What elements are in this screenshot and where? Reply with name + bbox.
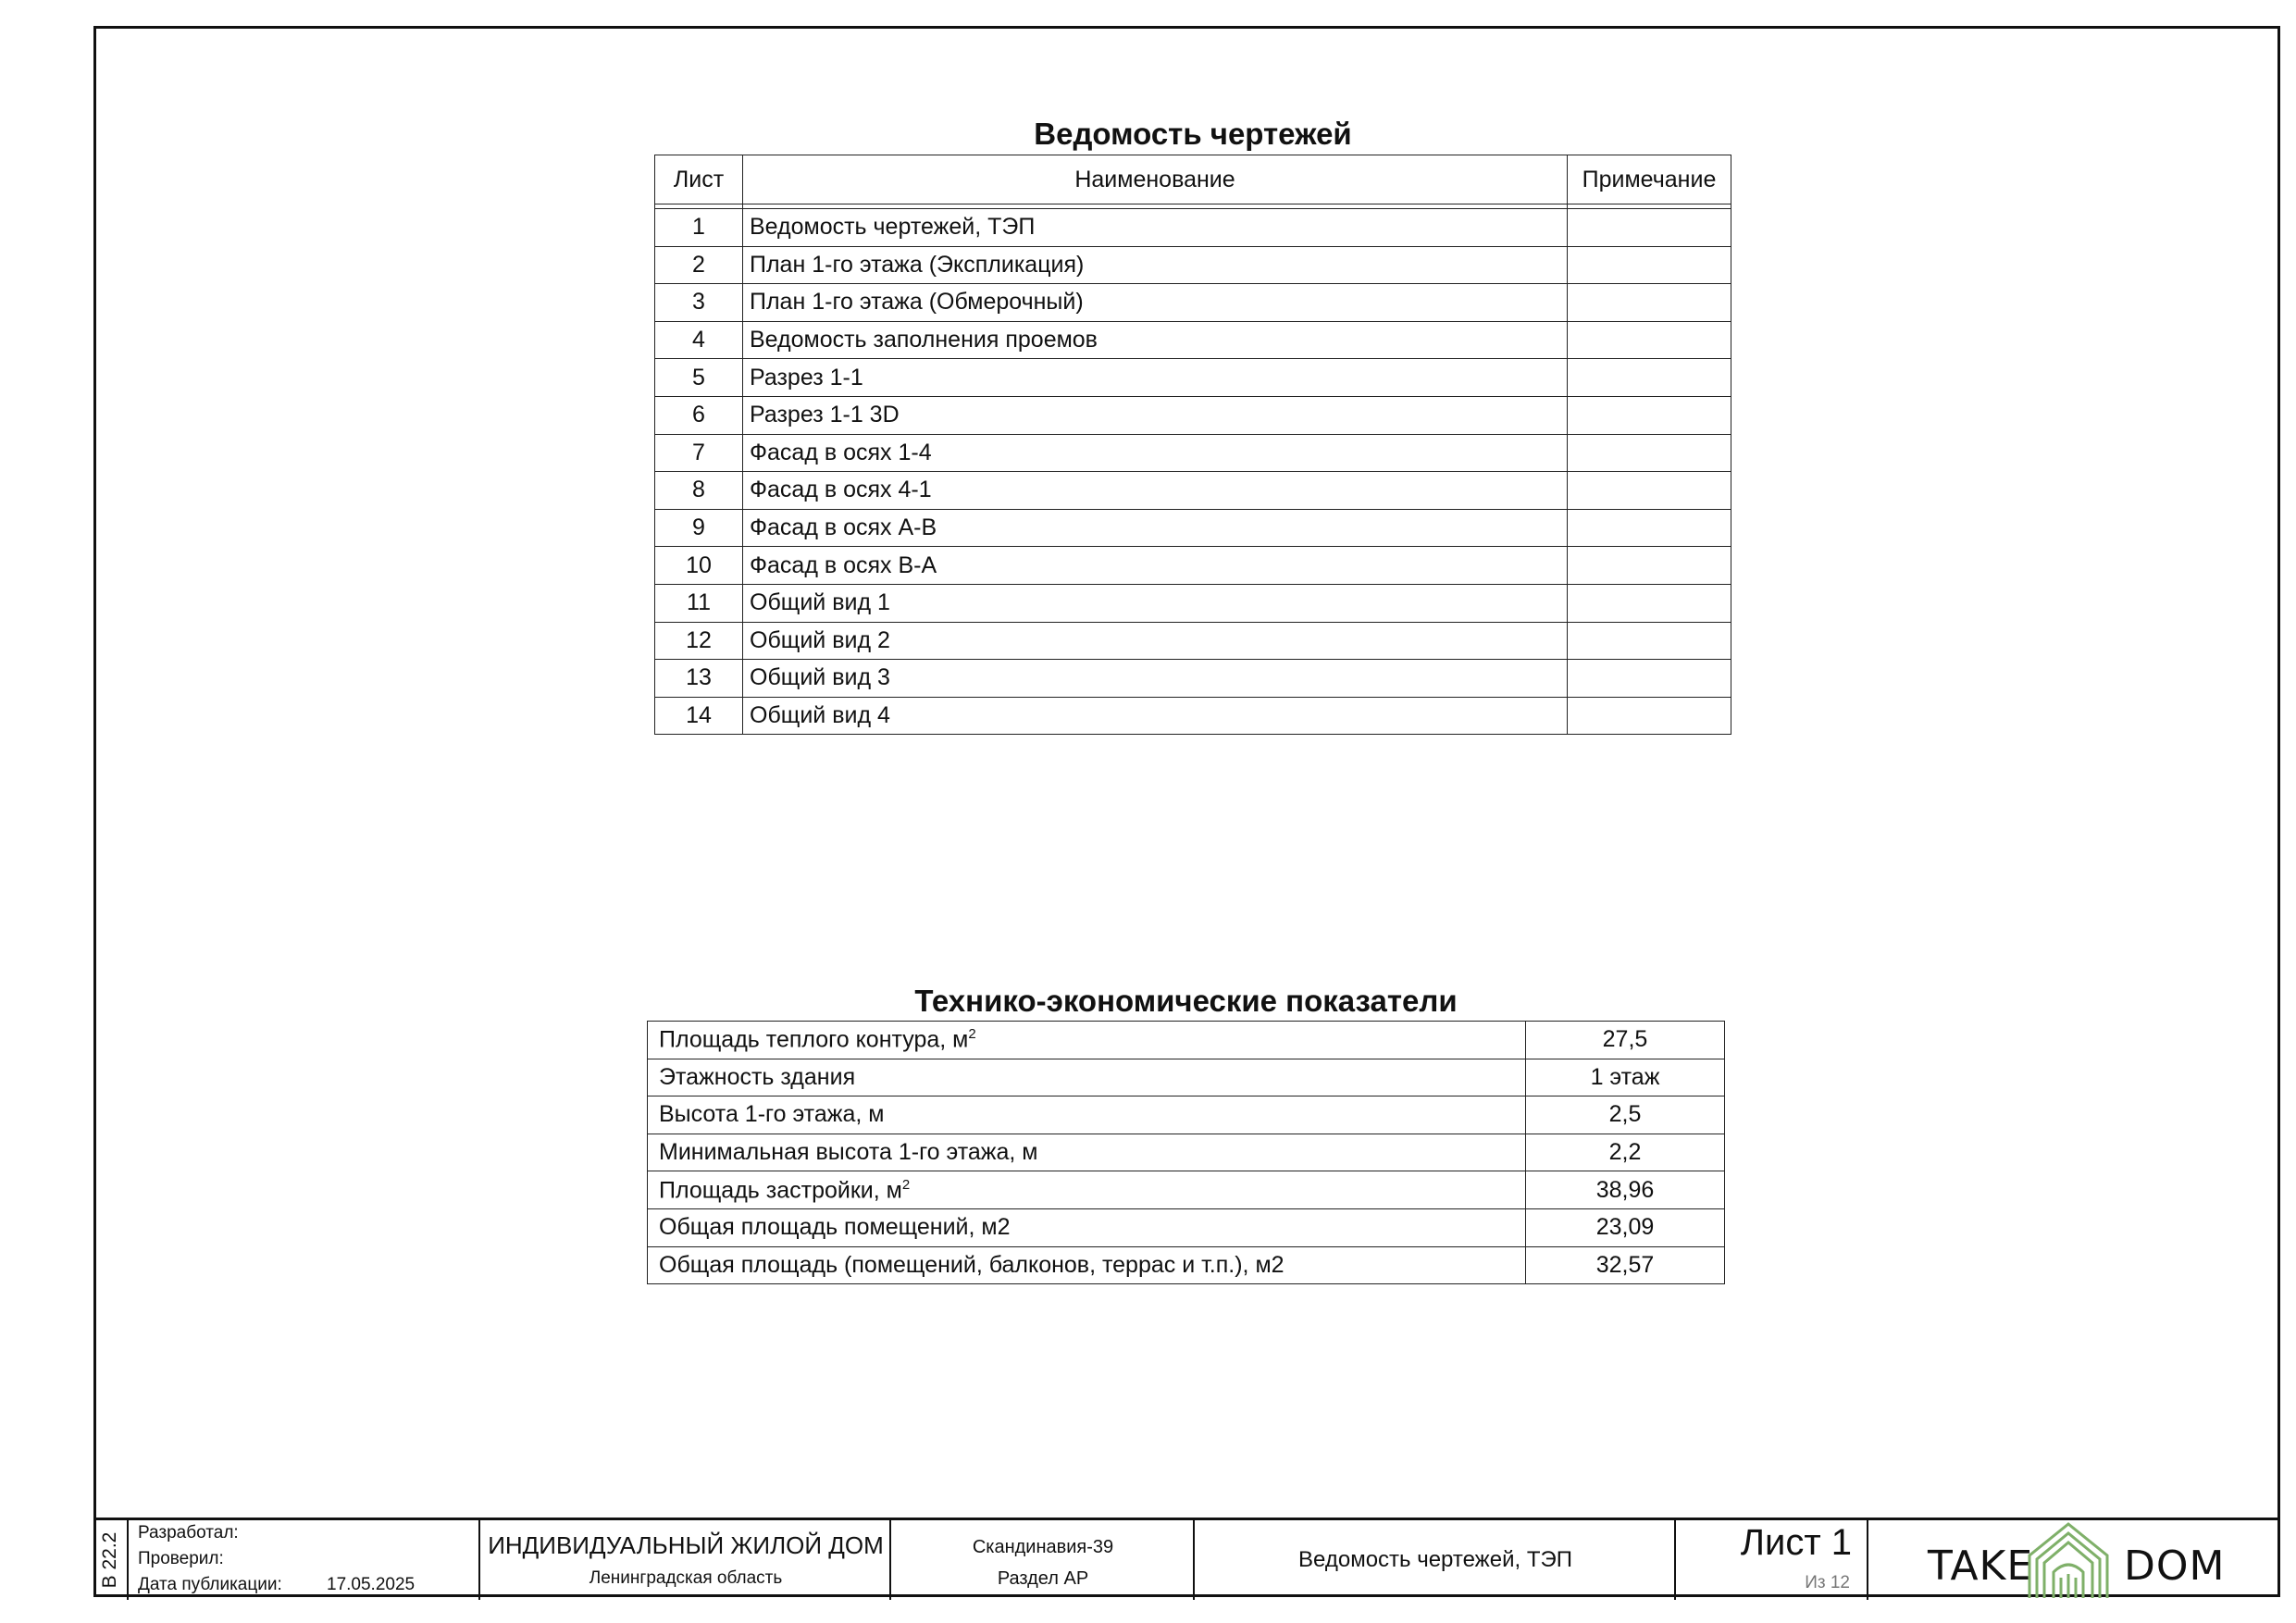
drawing-name: План 1-го этажа (Обмерочный) (743, 284, 1568, 322)
tep-value: 2,5 (1526, 1096, 1725, 1134)
tep-unit-superscript: 2 (901, 1176, 911, 1193)
drawing-note (1568, 209, 1731, 247)
sheet-number: Лист 1 (1740, 1522, 1852, 1563)
tep-row (648, 1171, 1725, 1209)
people-cell (127, 1520, 478, 1600)
tep-label: Этажность здания (659, 1063, 856, 1090)
tep-row (648, 1022, 1725, 1059)
version-label: В 22.2 (99, 1531, 120, 1589)
logo-text-right: DOM (2124, 1542, 2226, 1590)
published-date: 17.05.2025 (327, 1575, 416, 1594)
tep-label: Площадь застройки, м (659, 1176, 902, 1203)
tep-value: 23,09 (1526, 1208, 1725, 1246)
tep-label: Площадь теплого контура, м (659, 1026, 969, 1053)
logo-text-left: TAKE (1928, 1542, 2034, 1590)
drawing-name: Фасад в осях 4-1 (743, 472, 1568, 510)
drawing-note (1568, 509, 1731, 547)
tep-row (648, 1208, 1725, 1246)
drawing-note (1568, 584, 1731, 622)
tep-value: 27,5 (1526, 1022, 1725, 1059)
tep-table (647, 1021, 1725, 1284)
sheet-title-cell (1193, 1520, 1674, 1600)
drawing-name: Общий вид 2 (743, 622, 1568, 660)
object-cell (478, 1520, 889, 1600)
tep-label-cell (648, 1171, 1526, 1209)
drawing-note (1568, 434, 1731, 472)
project-cell (889, 1520, 1193, 1600)
tep-label: Высота 1-го этажа, м (659, 1101, 885, 1128)
drawings-row (655, 622, 1731, 660)
drawing-name: Разрез 1-1 3D (743, 396, 1568, 434)
tep-label-cell (648, 1096, 1526, 1134)
drawings-header-row (655, 155, 1731, 204)
drawing-sheet-number: 2 (655, 246, 743, 284)
tep-label-cell (648, 1134, 1526, 1171)
drawing-note (1568, 284, 1731, 322)
drawing-name: Общий вид 3 (743, 660, 1568, 698)
drawings-row (655, 284, 1731, 322)
drawing-sheet-number: 9 (655, 509, 743, 547)
drawings-row (655, 209, 1731, 247)
drawings-row (655, 584, 1731, 622)
tep-value: 38,96 (1526, 1171, 1725, 1209)
drawings-title: Ведомость чертежей (1034, 117, 1352, 151)
drawing-note (1568, 660, 1731, 698)
drawing-note (1568, 246, 1731, 284)
drawings-row (655, 697, 1731, 735)
drawings-row (655, 396, 1731, 434)
drawing-sheet-number: 8 (655, 472, 743, 510)
version-cell (93, 1520, 127, 1600)
header-note: Примечание (1568, 155, 1731, 204)
section-name: Раздел АР (997, 1568, 1089, 1589)
tep-value: 2,2 (1526, 1134, 1725, 1171)
region: Ленинградская область (589, 1568, 783, 1588)
tep-label-cell (648, 1246, 1526, 1284)
drawing-sheet-number: 7 (655, 434, 743, 472)
tep-label: Минимальная высота 1-го этажа, м (659, 1139, 1038, 1166)
tep-label: Общая площадь помещений, м2 (659, 1214, 1011, 1241)
tep-label: Общая площадь (помещений, балконов, террас и т.п.), м2 (659, 1251, 1285, 1278)
tep-label-cell (648, 1022, 1526, 1059)
drawing-sheet-number: 3 (655, 284, 743, 322)
tep-label-cell (648, 1059, 1526, 1096)
drawing-name: Общий вид 4 (743, 697, 1568, 735)
drawing-name: Фасад в осях В-А (743, 547, 1568, 585)
object-title: ИНДИВИДУАЛЬНЫЙ ЖИЛОЙ ДОМ (488, 1531, 884, 1559)
header-name: Наименование (743, 155, 1568, 204)
drawing-name: Фасад в осях 1-4 (743, 434, 1568, 472)
tep-value: 32,57 (1526, 1246, 1725, 1284)
project-name: Скандинавия-39 (972, 1537, 1114, 1557)
drawing-name: Разрез 1-1 (743, 359, 1568, 397)
drawing-name: Ведомость заполнения проемов (743, 321, 1568, 359)
drawing-sheet-number: 12 (655, 622, 743, 660)
tep-title: Технико-экономические показатели (914, 984, 1458, 1018)
drawings-row (655, 660, 1731, 698)
tep-row (648, 1059, 1725, 1096)
developed-label: Разработал: (138, 1523, 239, 1542)
drawing-note (1568, 396, 1731, 434)
drawing-note (1568, 547, 1731, 585)
drawing-note (1568, 697, 1731, 735)
tep-label-cell (648, 1208, 1526, 1246)
drawing-sheet-number: 5 (655, 359, 743, 397)
drawing-note (1568, 472, 1731, 510)
drawing-sheet-number: 10 (655, 547, 743, 585)
drawing-sheet-number: 6 (655, 396, 743, 434)
drawing-sheet-number: 1 (655, 209, 743, 247)
drawing-note (1568, 321, 1731, 359)
drawing-sheet-number: 4 (655, 321, 743, 359)
drawing-note (1568, 622, 1731, 660)
drawing-sheet-number: 14 (655, 697, 743, 735)
drawings-row (655, 434, 1731, 472)
drawings-row (655, 246, 1731, 284)
published-label: Дата публикации: (138, 1575, 282, 1594)
tep-row (648, 1246, 1725, 1284)
tep-value: 1 этаж (1526, 1059, 1725, 1096)
tep-unit-superscript: 2 (968, 1026, 976, 1043)
drawing-name: План 1-го этажа (Экспликация) (743, 246, 1568, 284)
sheet-title: Ведомость чертежей, ТЭП (1298, 1547, 1572, 1572)
drawing-sheet-number: 11 (655, 584, 743, 622)
checked-label: Проверил: (138, 1549, 224, 1568)
drawing-name: Общий вид 1 (743, 584, 1568, 622)
drawing-sheet-number: 13 (655, 660, 743, 698)
drawings-row (655, 472, 1731, 510)
tep-row (648, 1134, 1725, 1171)
header-sheet: Лист (655, 155, 743, 204)
drawing-name: Ведомость чертежей, ТЭП (743, 209, 1568, 247)
tep-row (648, 1096, 1725, 1134)
sheet-total: Из 12 (1805, 1573, 1850, 1592)
title-block (93, 1518, 2280, 1597)
sheet-number-cell (1674, 1520, 1867, 1600)
house-logo-icon (2022, 1520, 2115, 1600)
drawing-name: Фасад в осях А-В (743, 509, 1568, 547)
drawings-row (655, 359, 1731, 397)
drawings-row (655, 321, 1731, 359)
logo-cell (1867, 1520, 2280, 1600)
drawings-row (655, 547, 1731, 585)
drawings-table (654, 155, 1731, 735)
drawing-note (1568, 359, 1731, 397)
drawings-row (655, 509, 1731, 547)
